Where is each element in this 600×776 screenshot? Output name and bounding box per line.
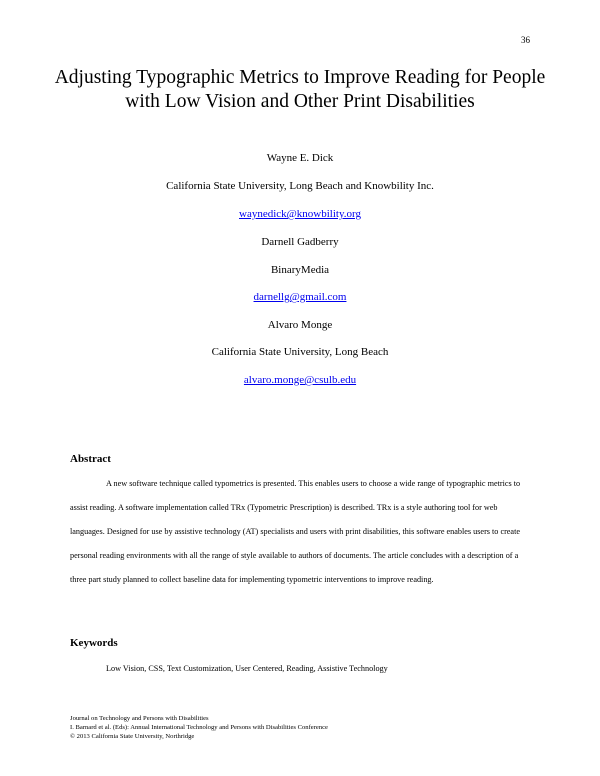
page-number: 36	[521, 35, 530, 45]
author-email-link-2[interactable]: darnellg@gmail.com	[253, 291, 347, 303]
author-affiliation-1: California State University, Long Beach and Knowbility Inc.	[166, 180, 434, 192]
abstract-heading: Abstract	[70, 453, 111, 465]
abstract-text: A new software technique called typometrics is presented. This enables users to choose a wide range of typographic metrics to assist reading. A software implementation called TRx (Typometric Prescription) is described. TRx is a style authoring tool for web languages. Designed for use by assistive technology (AT) specialists and users with print disabilities, this software enables users to create personal reading environments with all the range of style available to authors of documents. The article concludes with a description of a three part study planned to collect baseline data for implementing typometric interventions to improve reading.	[70, 479, 521, 584]
footer-editors: I. Barnard et al. (Eds): Annual International Technology and Persons with Disabilities Conference	[70, 724, 328, 731]
footer-journal: Journal on Technology and Persons with Disabilities	[70, 715, 209, 722]
author-affiliation-2: BinaryMedia	[270, 264, 330, 276]
author-name-2: Darnell Gadberry	[261, 236, 339, 248]
author-email-link-1[interactable]: waynedick@knowbility.org	[239, 208, 361, 220]
footer-copyright: © 2013 California State University, Northridge	[70, 733, 195, 740]
keywords-text: Low Vision, CSS, Text Customization, User Centered, Reading, Assistive Technology	[106, 664, 388, 673]
author-affiliation-3: California State University, Long Beach	[211, 346, 389, 358]
footer	[70, 714, 328, 741]
keywords-heading: Keywords	[70, 637, 118, 649]
author-name-3: Alvaro Monge	[267, 319, 333, 331]
paper-title: Adjusting Typographic Metrics to Improve Reading for People with Low Vision and Other Print Disabilities	[54, 67, 546, 112]
author-email-link-3[interactable]: alvaro.monge@csulb.edu	[243, 374, 357, 386]
author-name-1: Wayne E. Dick	[266, 152, 334, 164]
